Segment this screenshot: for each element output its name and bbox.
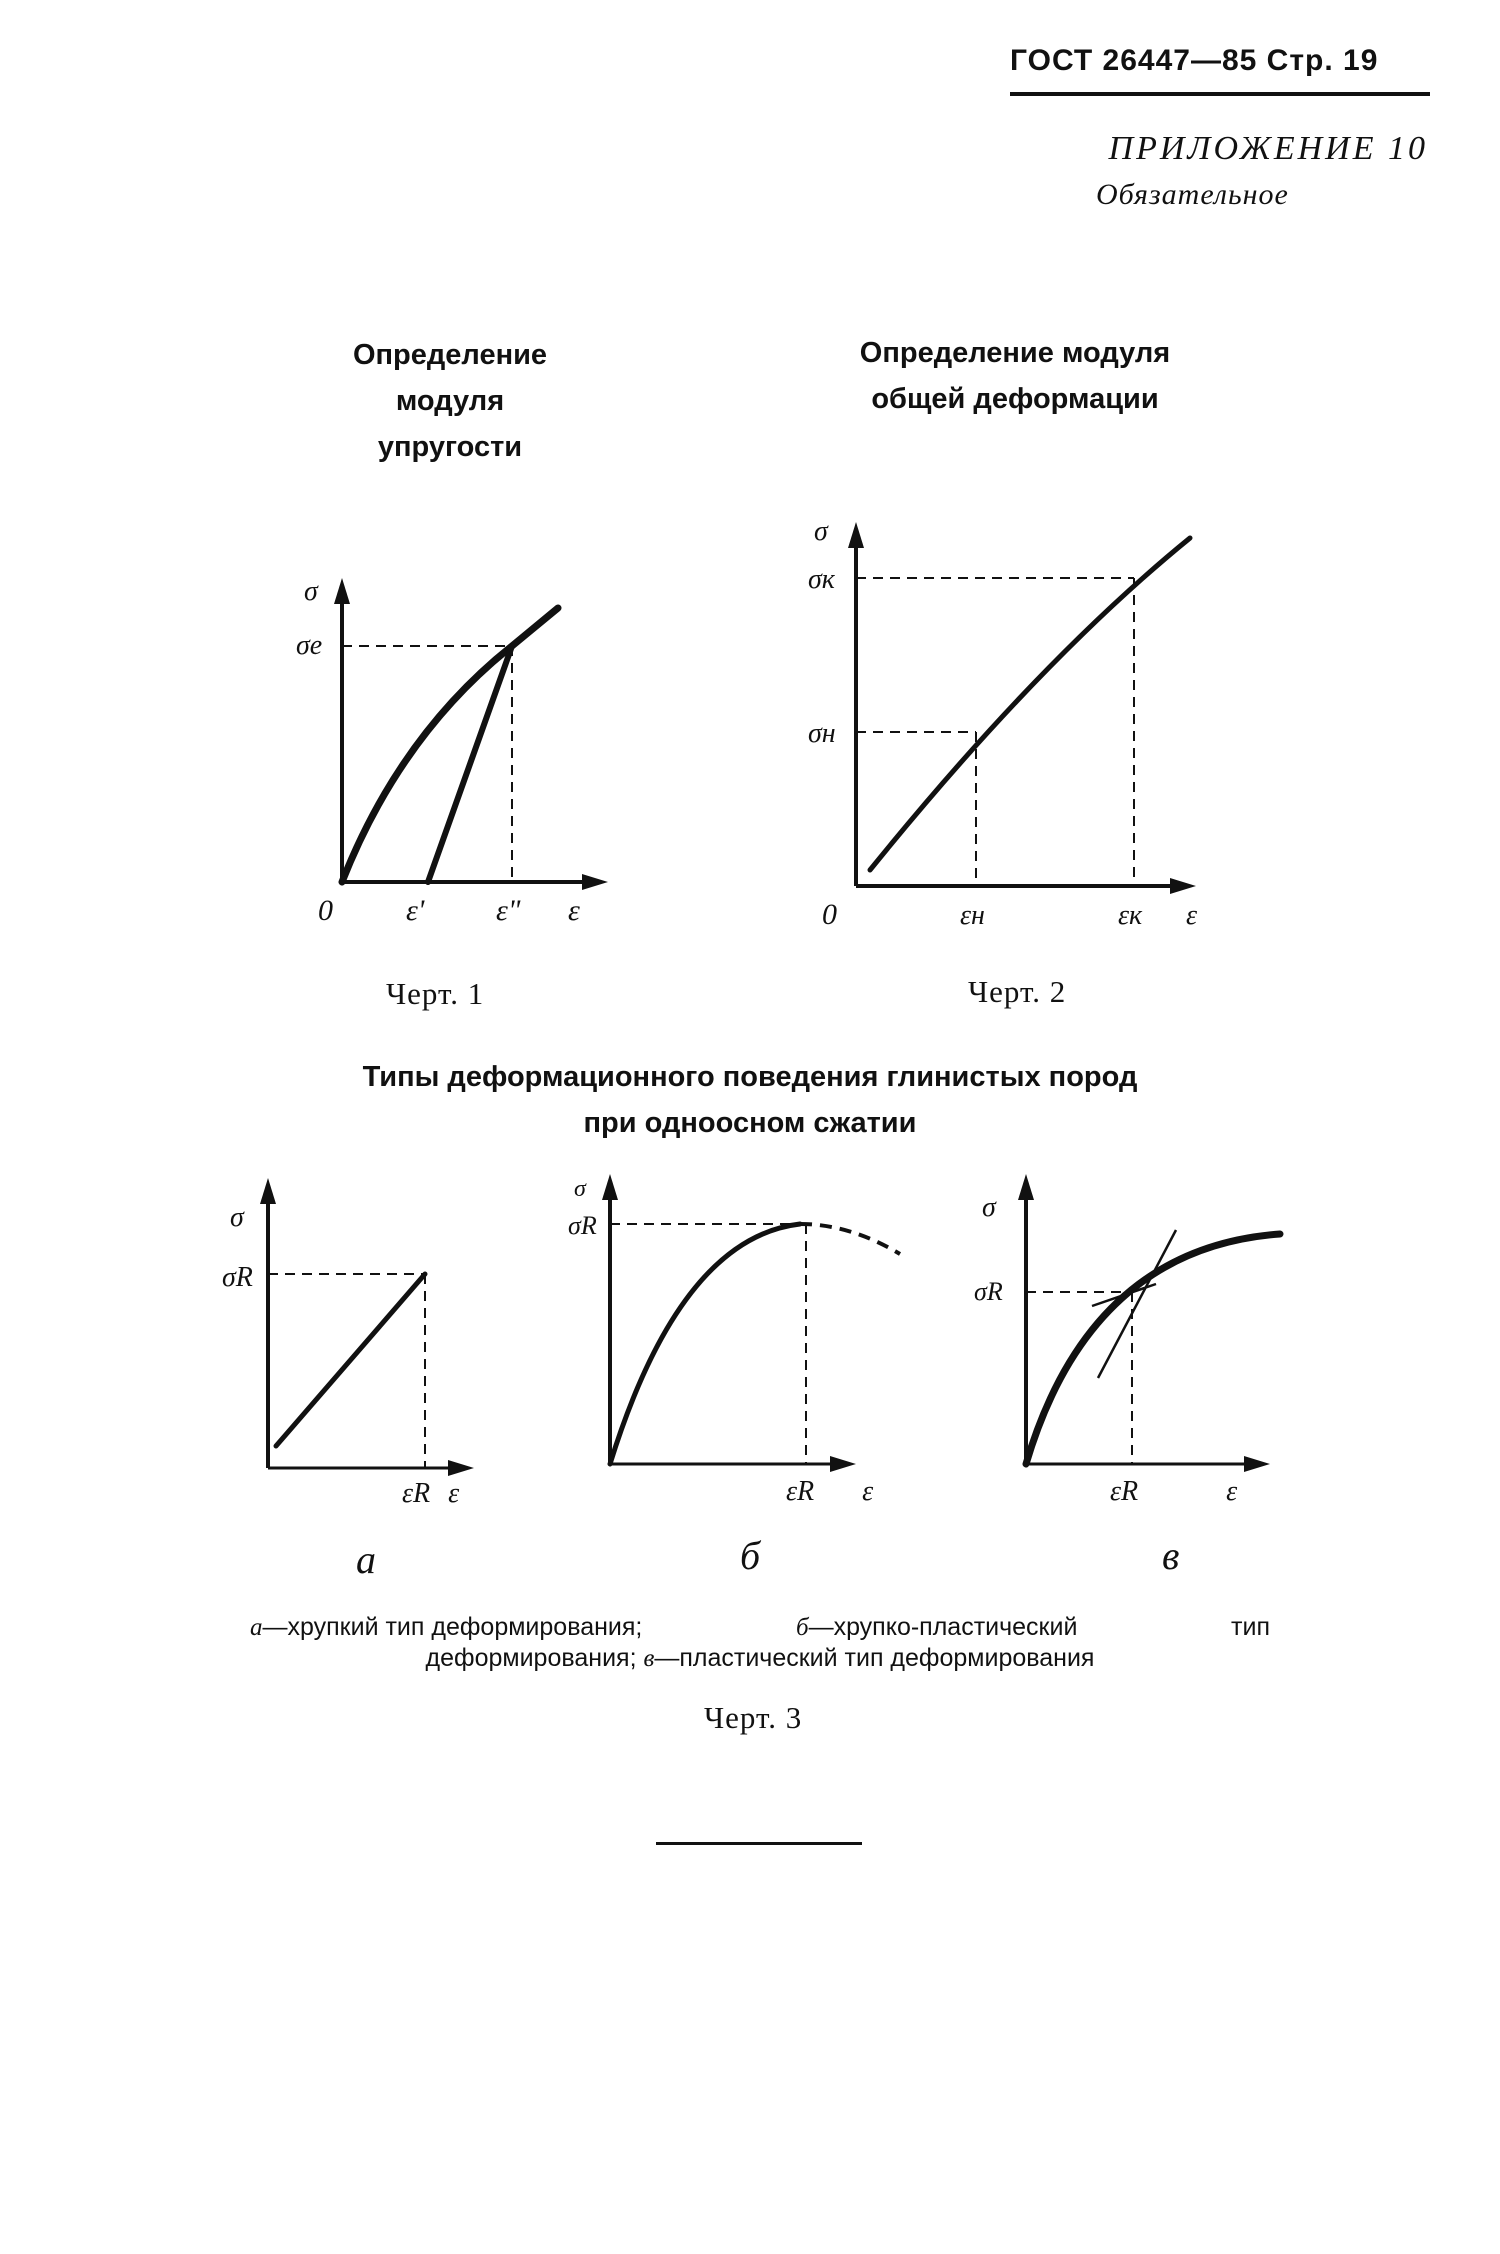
legend-letter: в <box>643 1645 655 1672</box>
y-axis-label: σ <box>982 1192 996 1223</box>
tangent-line <box>1098 1230 1176 1378</box>
legend-text: деформирования; <box>425 1644 637 1672</box>
y-tick-label: σR <box>568 1211 597 1240</box>
figure2-title-line: общей деформации <box>871 383 1159 415</box>
x-axis-label: ε <box>568 894 580 927</box>
figure3-panel-c-chart <box>974 1168 1290 1473</box>
origin-label: 0 <box>822 898 837 931</box>
header-rule <box>1010 92 1430 96</box>
figure1-title-line: упругости <box>377 431 523 463</box>
x-tick-label: εк <box>1118 900 1143 931</box>
figure3-panel-b-chart <box>560 1168 910 1473</box>
y-axis-arrow <box>334 578 350 604</box>
appendix-title: ПРИЛОЖЕНИЕ 10 <box>1108 130 1428 167</box>
figure3-panel-b-xlabels <box>786 1476 873 1508</box>
figure2-title-line: Определение модуля <box>859 337 1171 369</box>
x-axis-label: ε <box>1226 1476 1238 1507</box>
y-axis-label: σ <box>230 1202 244 1233</box>
y-axis-arrow <box>1018 1174 1034 1200</box>
figure3-panel-c-xlabels <box>1110 1476 1237 1508</box>
figure1-caption: Черт. 1 <box>386 976 485 1011</box>
x-tick-label: εR <box>402 1478 431 1509</box>
x-axis-arrow <box>1244 1456 1270 1472</box>
legend-line <box>250 1643 1270 1674</box>
legend-line <box>250 1612 1270 1643</box>
figure2-chart <box>800 510 1220 940</box>
x-tick-label: ε" <box>496 894 521 927</box>
x-tick-label: ε' <box>406 894 425 927</box>
x-axis-label: ε <box>448 1478 460 1509</box>
figure3-caption: Черт. 3 <box>704 1700 803 1735</box>
figure3-panel-c-letter: в <box>1162 1533 1180 1578</box>
page-header: ГОСТ 26447—85 Стр. 19 <box>1010 44 1379 77</box>
y-tick-label: σк <box>808 564 835 595</box>
figure3-title <box>280 1054 1220 1146</box>
brittle-line <box>276 1274 425 1446</box>
legend-text: —пластический тип деформирования <box>654 1644 1095 1672</box>
figure1-title-line: Определение <box>352 339 548 371</box>
figure3-panel-a-chart <box>218 1168 498 1468</box>
y-axis-arrow <box>602 1174 618 1200</box>
figure3-legend <box>250 1612 1270 1674</box>
secant-line <box>1092 1284 1156 1306</box>
x-axis-arrow <box>1170 878 1196 894</box>
y-axis-label: σ <box>574 1176 586 1202</box>
x-axis-label: ε <box>1186 900 1198 931</box>
legend-entry-b <box>796 1612 1077 1643</box>
loading-curve <box>342 608 558 882</box>
x-axis-arrow <box>830 1456 856 1472</box>
origin-label: 0 <box>318 894 333 927</box>
end-rule <box>656 1842 862 1845</box>
figure1-title-line: модуля <box>395 385 505 417</box>
figure3-panel-a-xlabels <box>402 1478 459 1510</box>
deformation-curve <box>870 538 1190 870</box>
x-axis-arrow <box>582 874 608 890</box>
figure2-title <box>820 330 1210 422</box>
brittle-plastic-curve <box>610 1224 800 1464</box>
post-peak-dashed-curve <box>800 1224 900 1254</box>
legend-letter: б <box>795 1614 809 1641</box>
y-axis-arrow <box>848 522 864 548</box>
figure3-title-line: при одноосном сжатии <box>583 1107 917 1139</box>
x-axis-label: ε <box>862 1476 874 1507</box>
y-tick-label: σн <box>808 718 836 749</box>
legend-text: —хрупкий тип деформирования; <box>262 1613 643 1641</box>
figure1-chart <box>290 570 620 940</box>
legend-text: тип <box>1231 1613 1270 1641</box>
y-axis-arrow <box>260 1178 276 1204</box>
appendix-subtitle: Обязательное <box>1096 178 1289 211</box>
y-axis-label: σ <box>304 576 318 607</box>
plastic-curve <box>1026 1234 1280 1464</box>
figure1-title <box>280 332 620 470</box>
figure3-title-line: Типы деформационного поведения глинистых пород <box>362 1061 1138 1093</box>
figure2-caption: Черт. 2 <box>968 974 1067 1009</box>
x-tick-label: εR <box>786 1476 815 1507</box>
legend-entry-a <box>250 1612 642 1643</box>
y-tick-label: σR <box>222 1262 253 1293</box>
x-tick-label: εR <box>1110 1476 1139 1507</box>
x-tick-label: εн <box>960 900 985 931</box>
figure3-panel-b-letter: б <box>740 1533 761 1578</box>
legend-letter: а <box>250 1614 263 1641</box>
figure3-panel-a-letter: а <box>356 1537 376 1582</box>
x-axis-arrow <box>448 1460 474 1476</box>
y-tick-label: σR <box>974 1277 1003 1306</box>
y-tick-label: σe <box>296 630 323 661</box>
y-axis-label: σ <box>814 516 828 547</box>
legend-text: —хрупко-пластический <box>808 1613 1078 1641</box>
